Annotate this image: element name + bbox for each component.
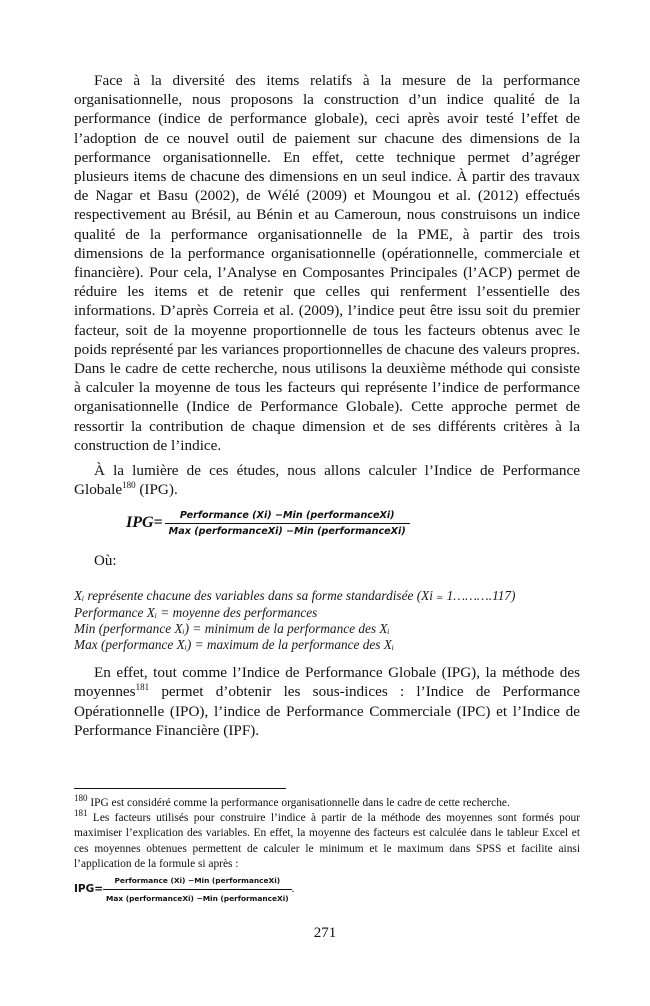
footnote-formula [74, 873, 580, 906]
footnote-180 [74, 793, 580, 811]
paragraph-subindices-text: En effet, tout comme l’Indice de Performance Globale (IPG), la méthode des moyennes [74, 664, 580, 701]
footnote-formula-denominator: Max (performanceXi) −Min (performanceXi) [103, 889, 292, 906]
definition-min: Min (performance Xᵢ) = minimum de la performance des Xᵢ [74, 620, 390, 636]
definition-xi: Xᵢ représente chacune des variables dans sa forme standardisée (Xi ₌ 1……….117) [74, 588, 516, 604]
footnote-formula-fraction [103, 873, 292, 906]
formula-fraction [165, 510, 410, 537]
footnote-181-text: Les facteurs utilisés pour construire l’indice à partir de la méthode des moyennes sont formés pour maximiser l’explication des variables. En effet, la moyenne des facteurs est calculée dans le tableur Excel et ces moyennes obtenues permettent de calculer le minimum et le maximum dans SPSS et facilite ainsi l’application de la formule si après : [74, 812, 580, 870]
ou-label: Où: [94, 553, 117, 570]
variable-definitions [74, 588, 580, 653]
formula-denominator: Max (performanceXi) −Min (performanceXi) [165, 523, 410, 537]
paragraph-ipg-end: (IPG). [135, 481, 178, 499]
footnote-ref-180: 180 [122, 480, 136, 491]
footnote-181 [74, 808, 580, 872]
formula-lhs: IPG= [126, 514, 163, 532]
footnote-formula-lhs: IPG= [74, 883, 104, 896]
footnote-separator [74, 788, 286, 789]
footnote-formula-numerator: Performance (Xi) −Min (performanceXi) [114, 876, 281, 886]
definition-performance: Performance Xᵢ = moyenne des performances [74, 604, 318, 620]
paragraph-subindices-end: permet d’obtenir les sous-indices : l’Indice de Performance Opérationnelle (IPO), l’indice de Performance Commerciale (IPC) et l’Indice de Performance Financière (IPF). [74, 683, 580, 739]
paragraph-ipg-text: À la lumière de ces études, nous allons calculer l’Indice de Performance Globale [74, 462, 580, 499]
footnote-180-text: IPG est considéré comme la performance organisationnelle dans le cadre de cette recherche. [87, 797, 510, 809]
footnote-ref-181: 181 [135, 682, 150, 693]
footnote-180-number: 180 [74, 793, 88, 804]
page-number: 271 [313, 925, 337, 941]
paragraph-subindices [74, 663, 580, 740]
paragraph-intro: Face à la diversité des items relatifs à la mesure de la performance organisationnelle, nous proposons la construction d’un indice qualité de la performance (indice de performance globale), ceci après avoir testé l’effet de l’adoption de ce nouvel outil de paiement sur chacune des dimensions de la performance organisationnelle. En effet, cette technique permet d’agréger plusieurs items de chacune des dimensions en un seul indice. À partir des travaux de Nagar et Basu (2002), de Wélé (2009) et Moungou et al. (2012) effectués respectivement au Brésil, au Bénin et au Cameroun, nous construisons un indice qualité de la performance organisationnelle de la PME, à partir des trois dimensions de la performance organisationnelle (opérationnelle, commerciale et financière). Pour cela, l’Analyse en Composantes Principales (l’ACP) permet de réduire les items et de retenir que celles qui renferment l’essentielle des informations. D’après Correia et al. (2009), l’indice peut être issu soit du premier facteur, soit de la moyenne proportionnelle de tous les facteurs obtenus avec le poids représenté par les variances proportionnelles de chacune des valeurs propres. Dans le cadre de cette recherche, nous utilisons la deuxième méthode qui consiste à calculer la moyenne de tous les facteurs qui représente l’indice de performance organisationnelle (Indice de Performance Globale). Cette approche permet de ressortir la contribution de chaque dimension et de ses différents critères à la construction de l’indice. [74, 72, 580, 454]
paragraph-ipg [74, 461, 580, 499]
formula-numerator: Performance (Xi) −Min (performanceXi) [179, 509, 395, 521]
definition-max: Max (performance Xᵢ) = maximum de la performance des Xᵢ [74, 637, 395, 653]
footnote-formula-end: . [291, 883, 295, 896]
footnotes [74, 793, 580, 906]
ipg-formula [126, 503, 580, 543]
main-text [74, 71, 580, 740]
footnote-181-number: 181 [74, 808, 88, 819]
